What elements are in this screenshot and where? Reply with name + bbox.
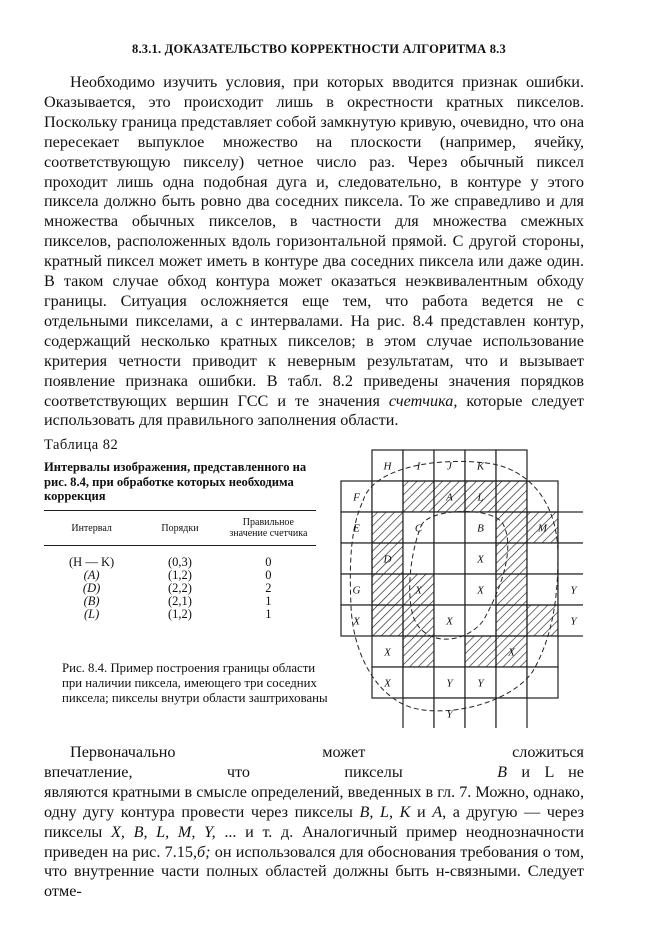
cell-interval: (B) [83,594,100,608]
grid-pixel [496,698,527,728]
interior-pixel [372,574,403,605]
cell-orders: (2,2) [168,581,192,595]
col-orders: Порядки [139,511,221,546]
interior-pixel [403,636,434,667]
pixel-label: X [384,677,391,690]
interior-pixel [496,605,527,636]
interior-pixel [496,543,527,574]
grid-pixel [403,698,434,728]
pixel-label: E [353,522,360,535]
figure-caption: Рис. 8.4. Пример построения границы области при наличии пиксела, имеющего три соседних пиксела; пикселы внутри области заштрихованы [62,661,328,705]
cell-orders: (1,2) [168,607,192,621]
pixel-label: Y [446,677,453,690]
interior-pixel [496,512,527,543]
grid-pixel [341,543,372,574]
col-correct-counter: Правильное значение счетчика [221,511,316,546]
pixel-label: Y [570,584,577,597]
pixel-label: X [477,553,484,566]
pixel-label: Y [570,615,577,628]
paragraph-2-text-d: а другую — через пикселы [44,802,584,841]
table-row [44,546,316,570]
table-title: Таблица 82 [44,437,119,453]
emph-counter: счетчика, [388,391,458,410]
grid-pixel [434,574,465,605]
pixel-label: J [447,460,452,473]
col-interval: Интервал [44,511,139,546]
cell-interval: (D) [82,581,101,595]
grid-pixel [403,667,434,698]
body-paragraph-2 [44,743,584,902]
pixel-label: C [414,522,423,535]
emph-blka: B, L, K [359,802,411,821]
cell-interval: (A) [83,568,100,582]
grid-pixel [527,667,558,698]
pixel-label: I [416,460,421,473]
pixel-label: Y [446,708,453,721]
pixel-label: X [384,646,391,659]
pixel-label: D [383,553,392,566]
emph-b-letter: б; [197,842,211,861]
grid-pixel [527,574,558,605]
interior-pixel [372,512,403,543]
cell-orders: (2,1) [168,594,192,608]
interior-pixel [527,605,558,636]
running-header: 8.3.1. ДОКАЗАТЕЛЬСТВО КОРРЕКТНОСТИ АЛГОРИТМА 8.3 [132,42,506,56]
pixel-label: A [446,491,453,504]
paragraph-2-text-a: Первоначально может сложиться впечатление, что пикселы [44,743,584,781]
paragraph-2-text-f: он использовался для обоснования требования о том, что внутренние части полных областей должны быть н-связными. Следует отме- [44,842,584,901]
paragraph-2-text-c: и [410,802,433,821]
pixel-label: K [476,460,485,473]
pixel-label: M [537,522,548,535]
interior-pixel [496,481,527,512]
grid-pixel [434,636,465,667]
emph-xblmy: X, B, L, M, Y, [110,822,216,841]
grid-pixel [372,481,403,512]
grid-pixel [465,605,496,636]
paragraph-1-tail: которые следует использовать для правильного заполнения области. [44,391,585,430]
cell-orders: (0,3) [168,555,192,569]
grid-pixel [434,543,465,574]
cell-counter: 0 [265,555,272,569]
cell-interval: (L) [83,607,100,621]
table-row [44,608,316,621]
pixel-label: X [446,615,453,628]
pixel-label: X [477,584,484,597]
interior-pixel [403,481,434,512]
cell-counter: 2 [265,581,272,595]
pixel-label: Y [477,677,484,690]
pixel-label: X [353,615,360,628]
body-paragraph-1 [44,73,584,431]
intervals-table [44,510,316,621]
interior-pixel [403,605,434,636]
pixel-label: X [415,584,422,597]
paragraph-2-text-e: ... и т. д. Аналогичный пример неоднозначности приведен на рис. 7.15, [44,822,585,861]
pixel-label: F [353,491,360,504]
cell-orders: (1,2) [168,568,192,582]
interior-pixel [465,636,496,667]
paragraph-2-text-b: и L не являются кратными в смысле определений, введенных в гл. 7. Можно, однако, одну дугу контура провести через пикселы [44,762,584,821]
grid-pixel [558,543,583,574]
emph-a: A, [432,802,447,821]
pixel-label: G [352,584,361,597]
grid-pixel [465,698,496,728]
cell-counter: 1 [265,594,272,608]
pixel-label: H [383,460,392,473]
cell-interval: (H — K) [69,555,115,569]
emph-b: B [497,762,507,781]
pixel-grid-figure [333,446,583,728]
interior-pixel [496,574,527,605]
table-caption: Интервалы изображения, представленного на рис. 8.4, при обработке которых необходима коррекция [44,460,307,503]
interior-pixel [372,605,403,636]
grid-pixel [403,543,434,574]
grid-pixel [558,512,583,543]
cell-counter: 0 [265,568,272,582]
grid-pixel [527,543,558,574]
cell-counter: 1 [265,607,272,621]
pixel-label: X [508,646,515,659]
pixel-label: B [477,522,484,535]
pixel-label: L [477,491,484,504]
paragraph-1-text: Необходимо изучить условия, при которых вводится признак ошибки. Оказывается, это происходит лишь в окрестности кратных пикселов. Поскольку граница представляет собой замкнутую кривую, очевидно, что она пересекает выпуклое множество на плоскости (например, ячейку, соответствующую пикселу) четное число раз. Через обычный пиксел проходит лишь одна подобная дуга и, следовательно, в контуре у этого пиксела должно быть ровно два соседних пиксела. То же справедливо и для множества обычных пикселов, в частности для множества смежных пикселов, расположенных вдоль горизонтальной прямой. С другой стороны, кратный пиксел может иметь в контуре два соседних пиксела или даже один. В таком случае обход контура может оказаться неэквивалентным обходу границы. Ситуация осложняется еще тем, что работа ведется не с отдельными пикселами, а с интервалами. На рис. 8.4 представлен контур, содержащий несколько кратных пикселов; в этом случае использование критерия четности приводит к неверным результатам, что и вызывает появление признака ошибки. В табл. 8.2 приведены значения порядков соответствующих вершин ГСС и те значения [44,73,584,410]
grid-pixel [434,512,465,543]
grid-cells [341,450,583,728]
